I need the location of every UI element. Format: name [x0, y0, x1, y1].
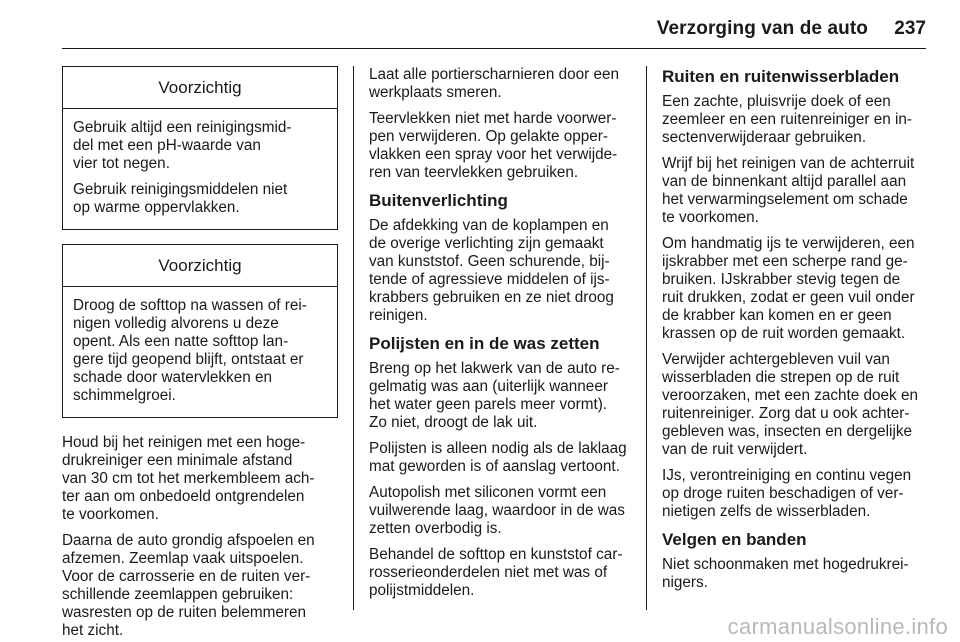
body-paragraph: Polijsten is alleen nodig als de laklaag mat geworden is of aanslag vertoont. [369, 440, 627, 475]
column-divider-1 [353, 66, 354, 610]
caution-title: Voorzichtig [63, 245, 337, 287]
caution-body [63, 287, 337, 417]
body-paragraph: Om handmatig ijs te verwijderen, een ijskrabber met een scherpe rand ge- bruiken. IJskrabber stevig tegen de ruit drukken, zodat er geen vuil onder de krabber kan komen en er geen krassen op de ruit worden gemaakt. [662, 235, 915, 342]
body-paragraph: Een zachte, pluisvrije doek of een zeemleer en een ruitenreiniger en in- sectenverwijderaar gebruiken. [662, 93, 912, 146]
caution-title: Voorzichtig [63, 67, 337, 109]
section-heading: Ruiten en ruitenwisserbladen [662, 67, 900, 86]
body-paragraph: IJs, verontreiniging en continu vegen op droge ruiten beschadigen of ver- nietigen zelfs de wisserbladen. [662, 467, 912, 520]
body-paragraph: Behandel de softtop en kunststof car- rosserieonderdelen niet met was of polijstmiddelen. [369, 546, 623, 599]
body-paragraph: Breng op het lakwerk van de auto re- gelmatig was aan (uiterlijk wanneer het water geen parels meer vormt). Zo niet, droogt de lak uit. [369, 360, 620, 431]
page-number: 237 [894, 18, 926, 39]
caution-box-1 [62, 66, 338, 230]
body-paragraph: De afdekking van de koplampen en de overige verlichting zijn gemaakt van kunststof. Geen schurende, bij- tende of agressieve middelen of ijs- krabbers gebruiken en ze niet droog reinigen. [369, 217, 614, 324]
body-paragraph: Verwijder achtergebleven vuil van wisserbladen die strepen op de ruit veroorzaken, met een zachte doek en ruitenreiniger. Zorg dat u ook achter- gebleven was, insecten en dergelijke van de ruit verwijdert. [662, 351, 918, 458]
caution-paragraph: Gebruik altijd een reinigingsmid- del met een pH-waarde van vier tot negen. [73, 119, 292, 172]
caution-paragraph: Droog de softtop na wassen of rei- nigen volledig alvorens u deze opent. Als een natte softtop lan- gere tijd geopend blijft, ontstaat er schade door watervlekken en schimmelgroei. [73, 297, 307, 404]
body-paragraph: Teervlekken niet met harde voorwer- pen verwijderen. Op gelakte opper- vlakken een spray voor het verwijde- ren van teervlekken gebruiken. [369, 110, 618, 181]
body-paragraph: Autopolish met siliconen vormt een vuilwerende laag, waardoor in de was zetten overbodig is. [369, 484, 625, 537]
column-divider-2 [646, 66, 647, 610]
body-paragraph: Daarna de auto grondig afspoelen en afzemen. Zeemlap vaak uitspoelen. Voor de carrosserie en de ruiten ver- schillende zeemlappen gebruiken: wasresten op de ruiten belemmeren het zicht. [62, 532, 315, 639]
body-paragraph: Houd bij het reinigen met een hoge- drukreiniger een minimale afstand van 30 cm tot het merkembleem ach- ter aan om onbedoeld ontgrendelen te voorkomen. [62, 434, 315, 523]
body-paragraph: Laat alle portierscharnieren door een werkplaats smeren. [369, 66, 620, 101]
section-heading: Buitenverlichting [369, 191, 508, 210]
caution-body [63, 109, 337, 229]
body-paragraph: Niet schoonmaken met hogedrukrei- nigers. [662, 556, 909, 591]
caution-box-2 [62, 244, 338, 418]
section-heading: Velgen en banden [662, 530, 807, 549]
page-header [0, 0, 960, 48]
body-paragraph: Wrijf bij het reinigen van de achterruit van de binnenkant altijd parallel aan het verwarmingselement om schade te voorkomen. [662, 155, 915, 226]
header-rule [62, 48, 926, 49]
column-1 [62, 66, 338, 640]
section-heading: Polijsten en in de was zetten [369, 334, 600, 353]
column-3 [662, 66, 934, 592]
caution-paragraph: Gebruik reinigingsmiddelen niet op warme oppervlakken. [73, 181, 288, 216]
watermark: carmanualsonline.info [727, 614, 948, 639]
header-title: Verzorging van de auto [656, 18, 868, 39]
column-2 [369, 66, 639, 600]
